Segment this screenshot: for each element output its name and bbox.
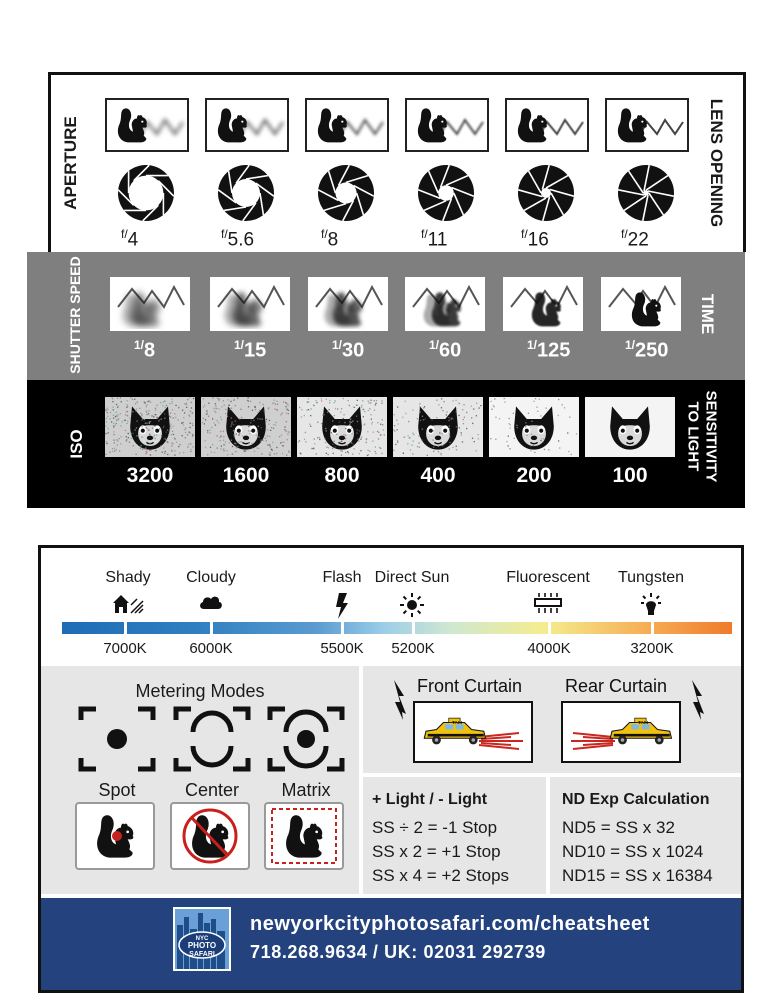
shutter-speed-label — [429, 338, 519, 363]
wb-source-label: Shady — [105, 569, 151, 586]
footer-phone: 718.268.9634 / UK: 02031 292739 — [250, 942, 546, 962]
nd-title: ND Exp Calculation — [562, 791, 710, 808]
aperture-depth-thumb — [205, 98, 289, 152]
f-stop-value: 5.6 — [227, 229, 255, 251]
kelvin-tick — [210, 622, 213, 634]
rear-curtain-label: Rear Curtain — [565, 676, 668, 696]
light-title: + Light / - Light — [372, 791, 488, 808]
taxi-sign-text: TAXI — [638, 720, 648, 725]
f-stop-value: 22 — [627, 229, 649, 251]
iso-value: 200 — [516, 464, 552, 487]
tungsten-icon — [639, 593, 663, 622]
metering-example-card — [75, 802, 155, 870]
shutter-speed-label — [527, 338, 617, 363]
f-stop-label — [521, 227, 601, 251]
f-stop-prefix: f/ — [621, 227, 628, 241]
shutter-speed-label: SHUTTER SPEED — [67, 256, 83, 374]
f-stop-value: 8 — [327, 229, 339, 251]
sun-icon — [400, 593, 424, 622]
shutter-speed-prefix: 1/ — [134, 338, 145, 352]
cloud-icon — [198, 593, 224, 616]
iso-noise-thumb — [489, 397, 579, 457]
iso-noise-thumb — [585, 397, 675, 457]
f-stop-value: 16 — [527, 229, 549, 251]
rear-curtain-image — [561, 701, 681, 763]
aperture-diaphragm-icon — [516, 163, 576, 223]
f-stop-label — [421, 227, 501, 251]
wb-source-label: Cloudy — [186, 569, 236, 586]
metering-mode-label: Center — [184, 780, 240, 800]
shutter-motion-thumb — [503, 277, 583, 331]
shutter-speed-label — [134, 338, 224, 363]
kelvin-tick — [548, 622, 551, 634]
shutter-speed-value: 60 — [439, 339, 462, 362]
shutter-speed-prefix: 1/ — [429, 338, 440, 352]
shutter-speed-prefix: 1/ — [527, 338, 538, 352]
iso-value: 3200 — [126, 464, 174, 487]
time-label: TIME — [698, 293, 717, 335]
rear-flash-icon — [690, 680, 706, 725]
shutter-motion-thumb — [308, 277, 388, 331]
f-stop-prefix: f/ — [221, 227, 228, 241]
shutter-motion-thumb — [405, 277, 485, 331]
f-stop-prefix: f/ — [321, 227, 328, 241]
aperture-depth-thumb — [105, 98, 189, 152]
shutter-speed-prefix: 1/ — [234, 338, 245, 352]
metering-title: Metering Modes — [135, 681, 265, 701]
kelvin-value: 5500K — [320, 640, 364, 657]
shutter-speed-value: 15 — [244, 339, 267, 362]
aperture-diaphragm-icon — [116, 163, 176, 223]
shutter-speed-value: 8 — [144, 339, 156, 362]
f-stop-label — [621, 227, 701, 251]
wb-source-label: Tungsten — [617, 569, 685, 586]
shutter-motion-thumb — [601, 277, 681, 331]
logo-safari-text: SAFARI — [189, 951, 215, 958]
shutter-motion-thumb — [110, 277, 190, 331]
lens-opening-label: LENS OPENING — [707, 98, 726, 228]
aperture-label: APERTURE — [61, 116, 80, 210]
wb-source-label: Fluorescent — [506, 569, 590, 586]
iso-value: 100 — [612, 464, 648, 487]
iso-value: 400 — [420, 464, 456, 487]
iso-noise-thumb — [105, 397, 195, 457]
metering-mode-icon — [77, 706, 157, 772]
iso-noise-thumb — [393, 397, 483, 457]
shutter-speed-label — [625, 338, 715, 363]
f-stop-label — [121, 227, 201, 251]
metering-mode-icon — [266, 706, 346, 772]
light-stop-line: SS ÷ 2 = -1 Stop — [372, 818, 498, 837]
logo-photo-text: PHOTO — [187, 941, 217, 950]
kelvin-gradient-bar — [62, 622, 732, 634]
sensitivity-label: SENSITIVITY — [702, 390, 720, 483]
kelvin-tick — [341, 622, 344, 634]
f-stop-value: 4 — [127, 229, 139, 251]
metering-mode-label: Matrix — [281, 780, 331, 800]
kelvin-tick — [651, 622, 654, 634]
metering-mode-label: Spot — [98, 780, 136, 800]
kelvin-tick — [412, 622, 415, 634]
kelvin-tick — [124, 622, 127, 634]
shutter-speed-value: 125 — [537, 339, 571, 362]
f-stop-value: 11 — [427, 229, 448, 251]
shutter-speed-value: 250 — [635, 339, 669, 362]
front-flash-icon — [392, 680, 408, 725]
kelvin-value: 4000K — [527, 640, 571, 657]
aperture-depth-thumb — [505, 98, 589, 152]
footer-url-link[interactable]: newyorkcityphotosafari.com/cheatsheet — [250, 913, 650, 935]
aperture-diaphragm-icon — [216, 163, 276, 223]
light-stop-line: SS x 2 = +1 Stop — [372, 842, 501, 861]
f-stop-label — [321, 227, 401, 251]
wb-source-label: Direct Sun — [374, 569, 450, 586]
iso-label: ISO — [67, 429, 86, 459]
aperture-depth-thumb — [305, 98, 389, 152]
f-stop-label — [221, 227, 301, 251]
nyc-photo-safari-logo — [173, 907, 231, 971]
aperture-depth-thumb — [605, 98, 689, 152]
iso-value: 1600 — [222, 464, 270, 487]
shutter-speed-value: 30 — [342, 339, 365, 362]
f-stop-prefix: f/ — [421, 227, 428, 241]
to-light-label: TO LIGHT — [684, 401, 702, 472]
shutter-speed-prefix: 1/ — [332, 338, 343, 352]
nd-calc-line: ND10 = SS x 1024 — [562, 842, 704, 861]
front-curtain-label: Front Curtain — [417, 676, 523, 696]
wb-source-label: Flash — [322, 569, 362, 586]
shutter-speed-label — [332, 338, 422, 363]
aperture-diaphragm-icon — [416, 163, 476, 223]
nd-calc-line: ND5 = SS x 32 — [562, 818, 675, 837]
iso-value: 800 — [324, 464, 360, 487]
fluorescent-icon — [533, 593, 563, 620]
kelvin-value: 6000K — [189, 640, 233, 657]
logo-nyc-text: NYC — [195, 936, 209, 942]
nd-calc-line: ND15 = SS x 16384 — [562, 866, 713, 885]
shutter-speed-label — [234, 338, 324, 363]
taxi-sign-text: TAXI — [452, 720, 462, 725]
shade-house-icon — [111, 593, 145, 620]
shutter-motion-thumb — [210, 277, 290, 331]
metering-mode-icon — [172, 706, 252, 772]
aperture-depth-thumb — [405, 98, 489, 152]
flash-icon — [334, 593, 350, 624]
iso-noise-thumb — [297, 397, 387, 457]
aperture-diaphragm-icon — [316, 163, 376, 223]
iso-noise-thumb — [201, 397, 291, 457]
shutter-speed-prefix: 1/ — [625, 338, 636, 352]
front-curtain-image — [413, 701, 533, 763]
f-stop-prefix: f/ — [121, 227, 128, 241]
metering-example-card — [170, 802, 250, 870]
aperture-diaphragm-icon — [616, 163, 676, 223]
kelvin-value: 3200K — [630, 640, 674, 657]
metering-example-card — [264, 802, 344, 870]
light-stop-line: SS x 4 = +2 Stops — [372, 866, 510, 885]
kelvin-value: 7000K — [103, 640, 147, 657]
frame-right-border — [743, 72, 746, 252]
f-stop-prefix: f/ — [521, 227, 528, 241]
kelvin-value: 5200K — [391, 640, 435, 657]
